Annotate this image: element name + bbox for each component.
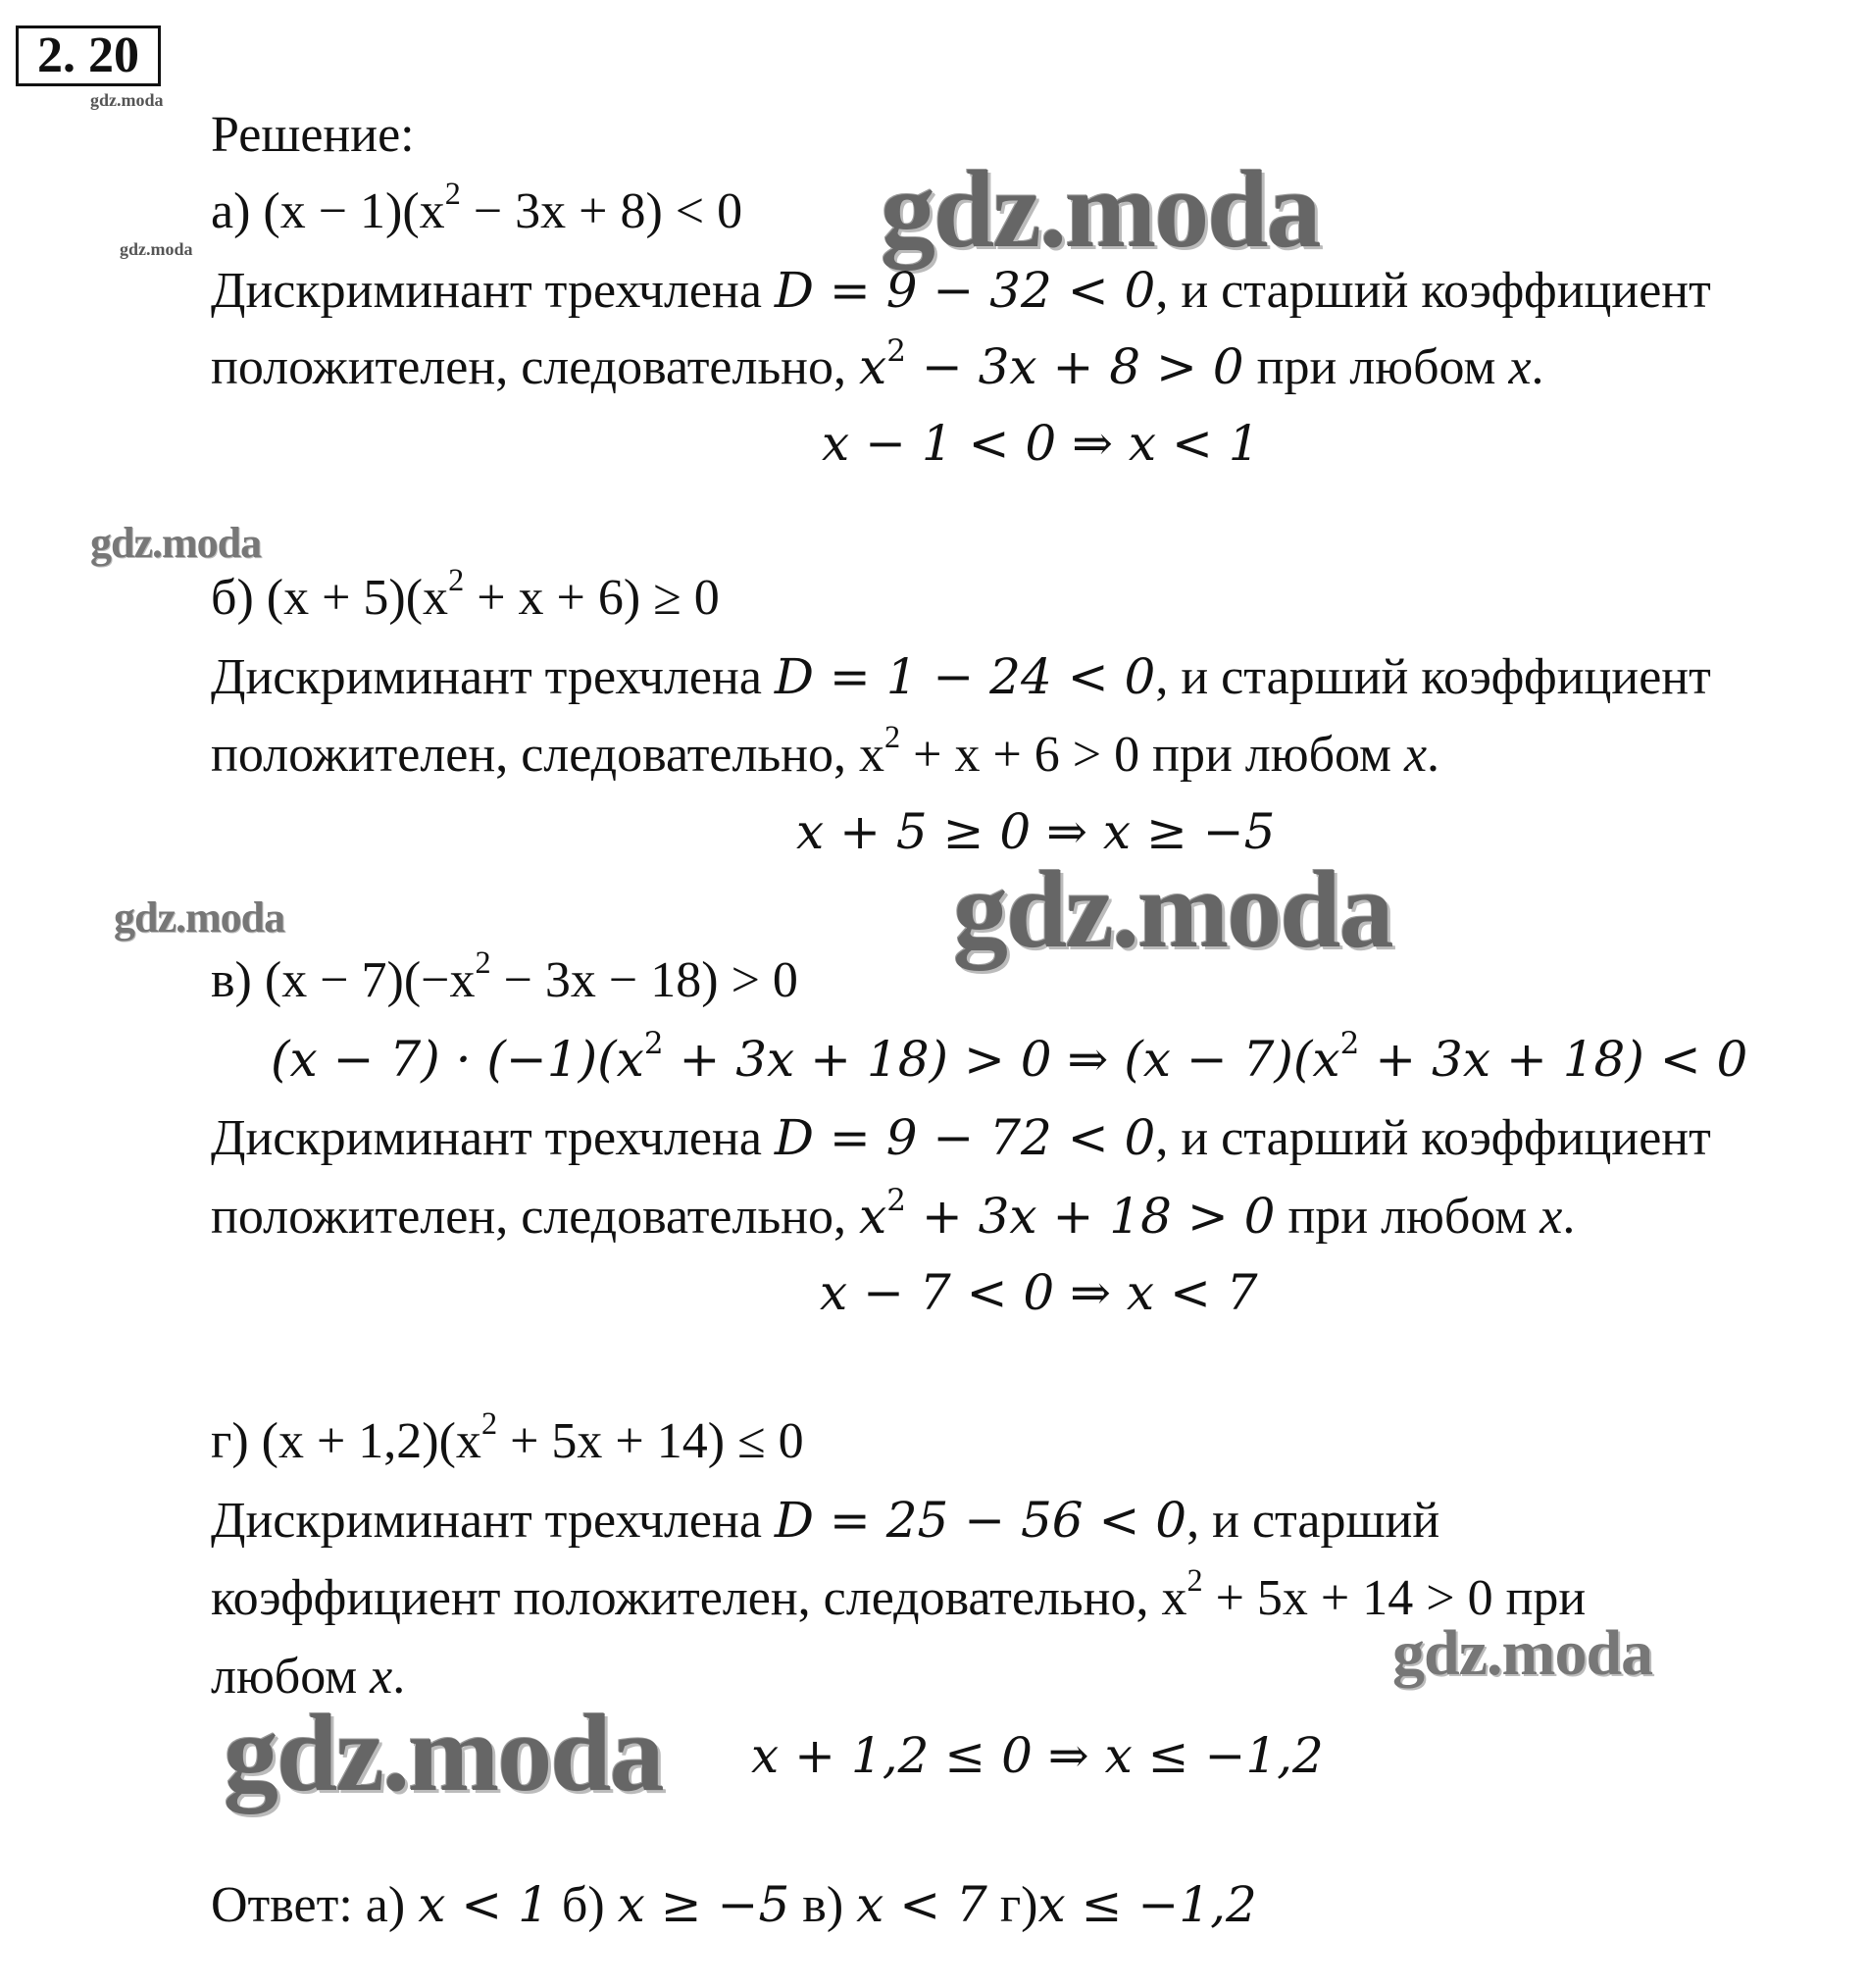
part-v-transformation: $(x - 7) \cdot (-1)(x^2 + 3x + 18) > 0$ ⇒ $(x - 7)(x^2 + 3x + 18) < 0$ <box>271 1025 1748 1088</box>
part-g-inequality: г) $(x + 1,2)(x^2 + 5x + 14) \le 0$ <box>211 1404 804 1469</box>
part-b-inequality: б) $(x + 5)(x^2 + x + 6) \ge 0$ <box>211 561 720 626</box>
watermark-large: gdz.moda <box>224 1693 663 1814</box>
answer-line: Ответ: а) x < 1 б) x ≥ −5 в) x < 7 г)x ≤ −1,2 <box>211 1876 1257 1933</box>
watermark-large: gdz.moda <box>953 849 1392 971</box>
watermark-small: gdz.moda <box>120 239 193 259</box>
part-g-last-line: любом x. <box>211 1649 406 1705</box>
part-b-discriminant: Дискриминант трехчлена D = 1 − 24 < 0, и старший коэффициент <box>211 648 1711 705</box>
part-v-positivity: положителен, следовательно, $x^2 + 3x + 18 > 0$ при любом x. <box>211 1182 1576 1245</box>
part-b-result: x + 5 ≥ 0 ⇒ x ≥ −5 <box>796 803 1276 860</box>
solution-heading: Решение: <box>211 107 415 163</box>
watermark-large: gdz.moda <box>881 149 1320 271</box>
part-v-discriminant: Дискриминант трехчлена D = 9 − 72 < 0, и старший коэффициент <box>211 1109 1711 1166</box>
part-a-inequality: а) $(x - 1)(x^2 - 3x + 8) < 0$ <box>211 175 743 239</box>
part-a-result: x − 1 < 0 ⇒ x < 1 <box>822 415 1260 472</box>
watermark-medium: gdz.moda <box>114 893 285 942</box>
watermark-medium: gdz.moda <box>90 519 262 567</box>
problem-number: 2. 20 <box>16 25 161 86</box>
part-v-inequality: в) $(x - 7)(-x^2 - 3x - 18) > 0$ <box>211 943 798 1008</box>
part-a-discriminant: Дискриминант трехчлена D = 9 − 32 < 0, и старший коэффициент <box>211 262 1711 319</box>
part-a-positivity: положителен, следовательно, $x^2 - 3x + 8 > 0$ при любом x. <box>211 332 1544 395</box>
part-v-result: x − 7 < 0 ⇒ x < 7 <box>820 1264 1258 1321</box>
watermark-medium: gdz.moda <box>1392 1617 1653 1689</box>
part-b-positivity: положителен, следовательно, $x^2 + x + 6 > 0$ при любом x. <box>211 718 1440 783</box>
part-g-result: x + 1,2 ≤ 0 ⇒ x ≤ −1,2 <box>751 1727 1324 1784</box>
part-g-discriminant: Дискриминант трехчлена D = 25 − 56 < 0, и старший <box>211 1492 1440 1549</box>
watermark-small: gdz.moda <box>90 90 164 110</box>
part-g-positivity: коэффициент положителен, следовательно, $x^2 + 5x + 14 > 0$ при <box>211 1561 1587 1626</box>
